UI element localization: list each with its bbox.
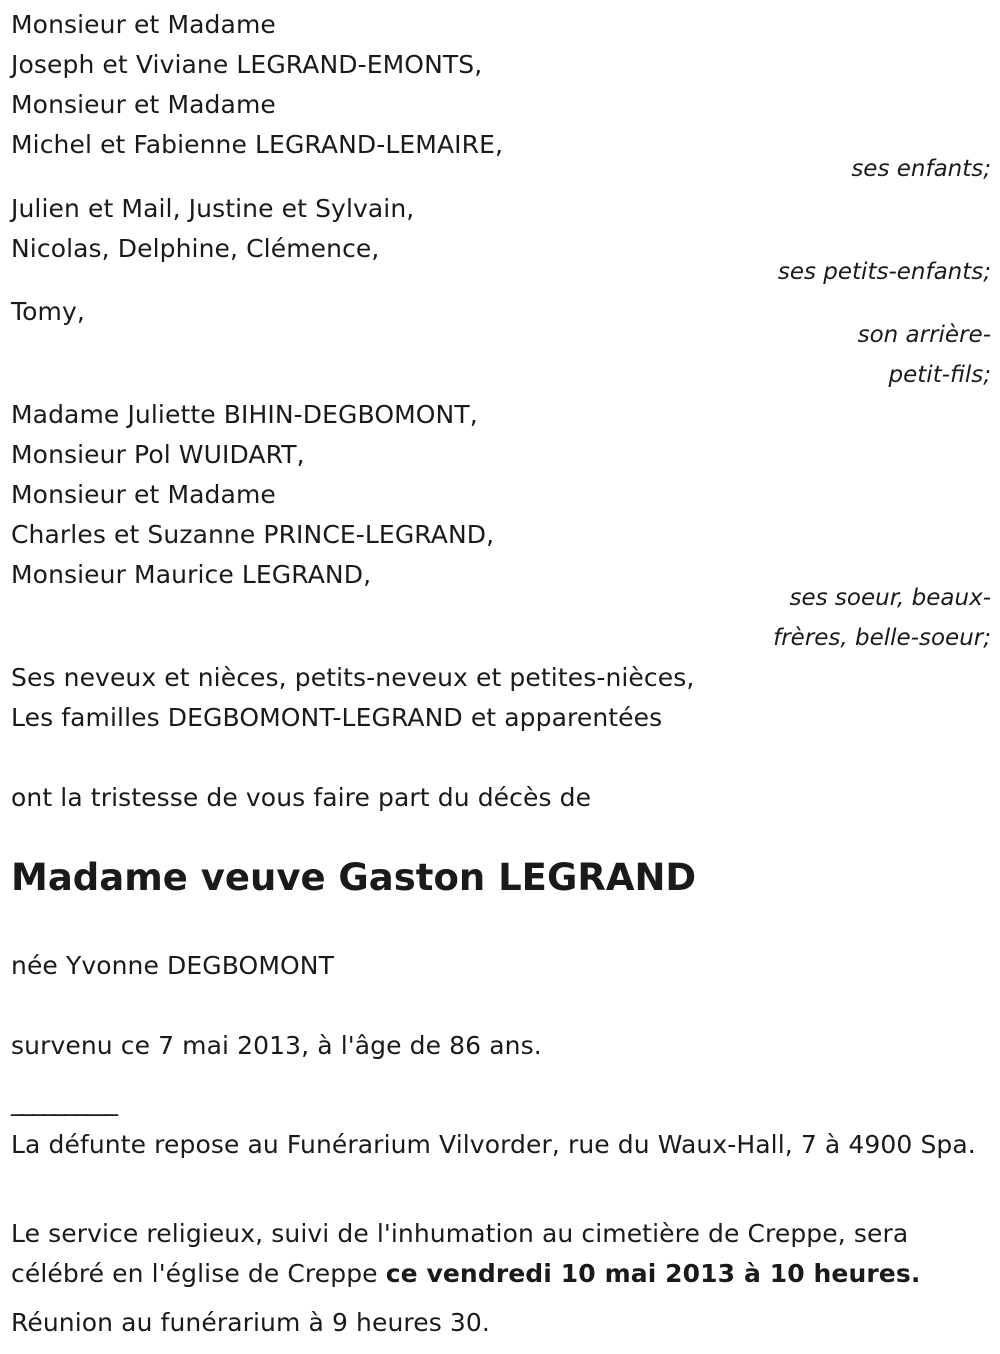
death-info: survenu ce 7 mai 2013, à l'âge de 86 ans. — [11, 1031, 542, 1060]
announcement-text: ont la tristesse de vous faire part du décès de — [11, 783, 592, 812]
family-line: Monsieur et Madame — [11, 480, 276, 509]
family-line: Monsieur Pol WUIDART, — [11, 440, 305, 469]
service-text: Le service religieux, suivi de l'inhumation au cimetière de Creppe, sera célébré en l'église de Creppe — [11, 1219, 909, 1288]
family-line: Monsieur et Madame — [11, 90, 276, 119]
family-line: Michel et Fabienne LEGRAND-LEMAIRE, — [11, 130, 504, 159]
family-line: Monsieur Maurice LEGRAND, — [11, 560, 372, 589]
family-line: Joseph et Viviane LEGRAND-EMONTS, — [11, 50, 483, 79]
service-date: ce vendredi 10 mai 2013 à 10 heures. — [385, 1259, 921, 1288]
family-line: Madame Juliette BIHIN-DEGBOMONT, — [11, 400, 478, 429]
separator-line: __________ — [11, 1087, 116, 1116]
children-section — [11, 5, 991, 165]
relation-grandchildren: ses petits-enfants; — [777, 259, 991, 285]
relation-children: ses enfants; — [851, 156, 991, 182]
family-line: Julien et Mail, Justine et Sylvain, — [11, 194, 415, 223]
family-line: Charles et Suzanne PRINCE-LEGRAND, — [11, 520, 495, 549]
relation-great-grandchild-1: son arrière- — [857, 322, 991, 348]
family-line: Les familles DEGBOMONT-LEGRAND et apparentées — [11, 703, 663, 732]
deceased-name: Madame veuve Gaston LEGRAND — [11, 856, 697, 899]
family-line: Tomy, — [11, 297, 85, 326]
family-line: Monsieur et Madame — [11, 10, 276, 39]
service-info — [11, 1214, 986, 1294]
family-line: Nicolas, Delphine, Clémence, — [11, 234, 380, 263]
meeting-info: Réunion au funérarium à 9 heures 30. — [11, 1308, 490, 1337]
extended-family-section — [11, 658, 991, 738]
relation-siblings-1: ses soeur, beaux- — [789, 585, 991, 611]
siblings-section — [11, 395, 991, 595]
maiden-name: née Yvonne DEGBOMONT — [11, 951, 334, 980]
family-line: Ses neveux et nièces, petits-neveux et petites-nièces, — [11, 663, 695, 692]
relation-great-grandchild-2: petit-fils; — [888, 362, 991, 388]
repose-info: La défunte repose au Funérarium Vilvorder, rue du Waux-Hall, 7 à 4900 Spa. — [11, 1130, 976, 1159]
relation-siblings-2: frères, belle-soeur; — [773, 625, 991, 651]
